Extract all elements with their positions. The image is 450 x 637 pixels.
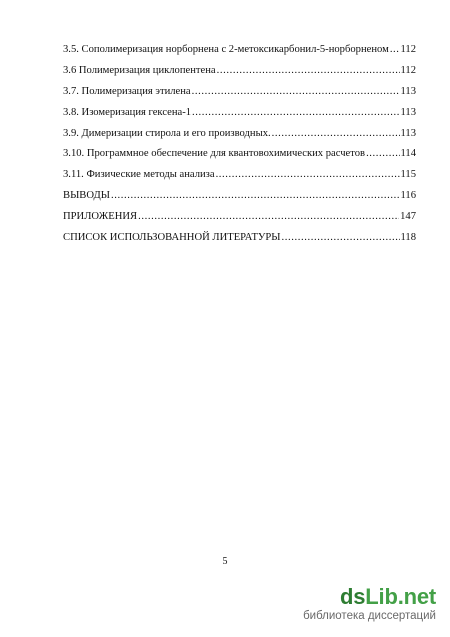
toc-entry-title: 3.11. Физические методы анализа [63,169,215,181]
toc-dot-leader [282,228,400,249]
toc-entry-title: ПРИЛОЖЕНИЯ [63,211,138,223]
toc-entry-page: 116 [400,190,416,202]
logo-ds-text: ds [340,584,366,609]
dslib-watermark [303,585,436,623]
toc-entry-title: 3.6 Полимеризация циклопентена [63,64,216,76]
logo-lib-text: Lib [365,584,398,609]
toc-entry-page: 112 [400,64,416,76]
toc-entry-page: 118 [400,232,416,244]
toc-entry [63,165,416,186]
toc-entry-page: 113 [400,106,416,118]
toc-dot-leader [390,40,400,61]
page-number: 5 [222,556,228,567]
toc-dot-leader [111,186,400,207]
toc-entry-page: 147 [400,211,416,223]
toc-entry-title: СПИСОК ИСПОЛЬЗОВАННОЙ ЛИТЕРАТУРЫ [63,232,281,244]
toc-entry [63,124,416,145]
toc-dot-leader [192,103,399,124]
toc-entry [63,144,416,165]
toc-dot-leader [217,61,400,82]
toc-entry [63,61,416,82]
logo-net-text: .net [397,584,436,609]
toc-entry-page: 115 [400,169,416,181]
toc-entry-title: 3.9. Димеризации стирола и его производных. [63,127,271,139]
toc-entry-title: 3.10. Программное обеспечение для квантовохимических расчетов [63,148,366,160]
toc-dot-leader [366,144,399,165]
toc-dot-leader [138,207,399,228]
toc-entry-title: ВЫВОДЫ [63,190,110,202]
toc-entry-title: 3.5. Сополимеризация норборнена с 2-метоксикарбонил-5-норборненом [63,44,389,55]
toc-dot-leader [272,124,400,145]
table-of-contents [63,40,416,249]
toc-entry [63,82,416,103]
toc-dot-leader [192,82,400,103]
logo-tagline: библиотека диссертаций [303,610,436,622]
toc-entry-title: 3.8. Изомеризация гексена-1 [63,106,192,118]
toc-entry [63,186,416,207]
toc-entry-page: 114 [400,148,416,160]
toc-entry-page: 113 [400,85,416,97]
toc-entry-page: 113 [400,127,416,139]
toc-entry [63,228,416,249]
toc-entry [63,103,416,124]
toc-dot-leader [216,165,400,186]
toc-entry [63,207,416,228]
toc-entry [63,40,416,61]
dslib-logo [303,585,436,609]
toc-entry-title: 3.7. Полимеризация этилена [63,85,191,97]
toc-entry-page: 112 [400,44,416,55]
